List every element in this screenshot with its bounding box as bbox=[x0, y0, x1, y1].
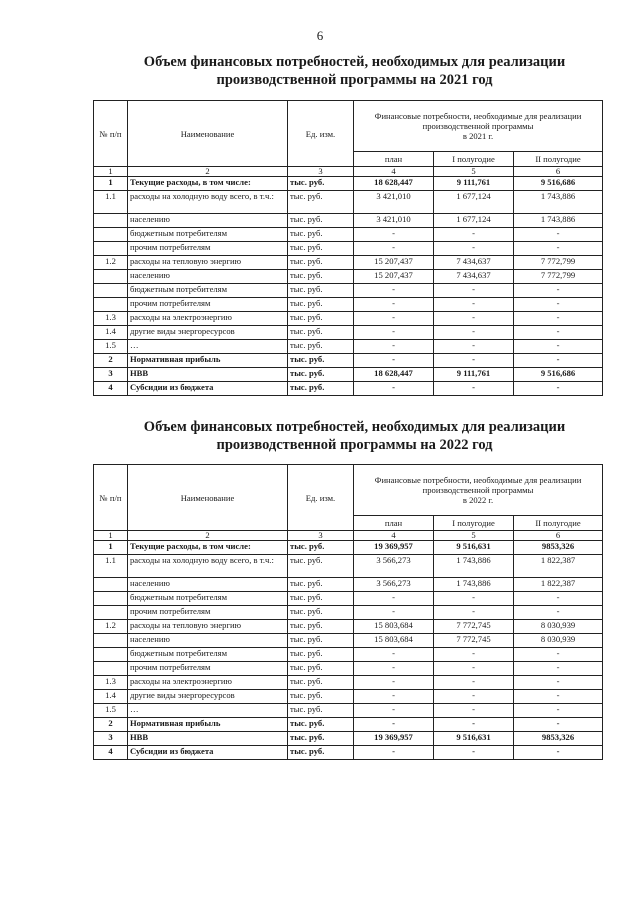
row-name-cell: бюджетным потребителям bbox=[128, 648, 288, 662]
header-h2: II полугодие bbox=[514, 152, 603, 167]
row-plan-cell: 3 566,273 bbox=[354, 578, 434, 592]
row-name-cell: НВВ bbox=[128, 368, 288, 382]
row-name-cell: населению bbox=[128, 270, 288, 284]
section-title bbox=[93, 53, 616, 89]
row-unit-cell: тыс. руб. bbox=[288, 298, 354, 312]
row-unit-cell: тыс. руб. bbox=[288, 746, 354, 760]
row-h2-cell: - bbox=[514, 382, 603, 396]
row-number-cell bbox=[94, 578, 128, 592]
table-body-2022 bbox=[94, 541, 603, 760]
header-num: № п/п bbox=[94, 465, 128, 531]
row-plan-cell: 15 803,684 bbox=[354, 620, 434, 634]
row-h2-cell: - bbox=[514, 298, 603, 312]
row-name-cell: … bbox=[128, 340, 288, 354]
row-h2-cell: 9 516,686 bbox=[514, 177, 603, 191]
row-number-cell: 1.4 bbox=[94, 326, 128, 340]
index-cell: 2 bbox=[128, 167, 288, 177]
row-name-cell: населению bbox=[128, 634, 288, 648]
row-unit-cell: тыс. руб. bbox=[288, 256, 354, 270]
row-unit-cell: тыс. руб. bbox=[288, 368, 354, 382]
row-name-cell: Субсидии из бюджета bbox=[128, 746, 288, 760]
row-name-cell: расходы на электроэнергию bbox=[128, 676, 288, 690]
header-name: Наименование bbox=[128, 465, 288, 531]
row-name-cell: расходы на тепловую энергию bbox=[128, 620, 288, 634]
row-h2-cell: 7 772,799 bbox=[514, 256, 603, 270]
row-h1-cell: 1 677,124 bbox=[434, 214, 514, 228]
header-name: Наименование bbox=[128, 101, 288, 167]
row-h1-cell: 7 772,745 bbox=[434, 620, 514, 634]
row-number-cell: 1.5 bbox=[94, 340, 128, 354]
index-cell: 5 bbox=[434, 531, 514, 541]
row-number-cell: 3 bbox=[94, 368, 128, 382]
row-number-cell bbox=[94, 270, 128, 284]
row-name-cell: другие виды энергоресурсов bbox=[128, 326, 288, 340]
row-unit-cell: тыс. руб. bbox=[288, 606, 354, 620]
row-name-cell: расходы на электроэнергию bbox=[128, 312, 288, 326]
row-plan-cell: - bbox=[354, 326, 434, 340]
row-h2-cell: 7 772,799 bbox=[514, 270, 603, 284]
row-number-cell: 2 bbox=[94, 354, 128, 368]
row-plan-cell: - bbox=[354, 592, 434, 606]
row-h2-cell: - bbox=[514, 284, 603, 298]
row-number-cell: 1.5 bbox=[94, 704, 128, 718]
table-row bbox=[94, 284, 603, 298]
row-unit-cell: тыс. руб. bbox=[288, 177, 354, 191]
table-row bbox=[94, 592, 603, 606]
table-row bbox=[94, 368, 603, 382]
row-unit-cell: тыс. руб. bbox=[288, 634, 354, 648]
row-name-cell: прочим потребителям bbox=[128, 606, 288, 620]
row-name-cell: прочим потребителям bbox=[128, 298, 288, 312]
row-h1-cell: 7 772,745 bbox=[434, 634, 514, 648]
row-plan-cell: 3 566,273 bbox=[354, 555, 434, 578]
row-unit-cell: тыс. руб. bbox=[288, 690, 354, 704]
table-row bbox=[94, 541, 603, 555]
row-h2-cell: - bbox=[514, 690, 603, 704]
title-line-1: Объем финансовых потребностей, необходимых для реализации bbox=[143, 419, 566, 435]
row-unit-cell: тыс. руб. bbox=[288, 326, 354, 340]
table-row bbox=[94, 270, 603, 284]
table-row bbox=[94, 382, 603, 396]
row-name-cell: Субсидии из бюджета bbox=[128, 382, 288, 396]
row-number-cell bbox=[94, 214, 128, 228]
index-cell: 5 bbox=[434, 167, 514, 177]
row-number-cell bbox=[94, 298, 128, 312]
row-unit-cell: тыс. руб. bbox=[288, 732, 354, 746]
row-unit-cell: тыс. руб. bbox=[288, 541, 354, 555]
row-h1-cell: 1 743,886 bbox=[434, 578, 514, 592]
table-row bbox=[94, 690, 603, 704]
row-unit-cell: тыс. руб. bbox=[288, 228, 354, 242]
section-2021 bbox=[93, 53, 602, 396]
table-row bbox=[94, 242, 603, 256]
row-name-cell: прочим потребителям bbox=[128, 242, 288, 256]
row-name-cell: бюджетным потребителям bbox=[128, 284, 288, 298]
table-row bbox=[94, 228, 603, 242]
table-row bbox=[94, 298, 603, 312]
row-plan-cell: 3 421,010 bbox=[354, 191, 434, 214]
table-row bbox=[94, 354, 603, 368]
row-h1-cell: - bbox=[434, 354, 514, 368]
row-h1-cell: 9 111,761 bbox=[434, 177, 514, 191]
table-row bbox=[94, 326, 603, 340]
row-plan-cell: - bbox=[354, 746, 434, 760]
row-unit-cell: тыс. руб. bbox=[288, 270, 354, 284]
row-number-cell bbox=[94, 648, 128, 662]
row-h1-cell: - bbox=[434, 648, 514, 662]
index-cell: 3 bbox=[288, 531, 354, 541]
table-row bbox=[94, 676, 603, 690]
table-row bbox=[94, 312, 603, 326]
row-plan-cell: - bbox=[354, 676, 434, 690]
row-h2-cell: - bbox=[514, 354, 603, 368]
row-h1-cell: - bbox=[434, 606, 514, 620]
row-unit-cell: тыс. руб. bbox=[288, 312, 354, 326]
row-name-cell: расходы на тепловую энергию bbox=[128, 256, 288, 270]
header-plan: план bbox=[354, 516, 434, 531]
row-h1-cell: 9 516,631 bbox=[434, 541, 514, 555]
row-unit-cell: тыс. руб. bbox=[288, 284, 354, 298]
index-cell: 6 bbox=[514, 531, 603, 541]
row-h2-cell: 8 030,939 bbox=[514, 634, 603, 648]
row-h2-cell: 9853,326 bbox=[514, 541, 603, 555]
row-plan-cell: - bbox=[354, 382, 434, 396]
row-name-cell: другие виды энергоресурсов bbox=[128, 690, 288, 704]
row-name-cell: Текущие расходы, в том числе: bbox=[128, 177, 288, 191]
row-plan-cell: - bbox=[354, 298, 434, 312]
row-unit-cell: тыс. руб. bbox=[288, 592, 354, 606]
row-number-cell: 1 bbox=[94, 541, 128, 555]
table-row bbox=[94, 648, 603, 662]
table-row bbox=[94, 634, 603, 648]
row-h2-cell: - bbox=[514, 746, 603, 760]
section-2022 bbox=[93, 418, 602, 760]
table-row bbox=[94, 191, 603, 214]
row-h1-cell: 9 516,631 bbox=[434, 732, 514, 746]
table-row bbox=[94, 177, 603, 191]
row-unit-cell: тыс. руб. bbox=[288, 555, 354, 578]
row-plan-cell: 19 369,957 bbox=[354, 541, 434, 555]
row-h1-cell: - bbox=[434, 312, 514, 326]
row-plan-cell: - bbox=[354, 662, 434, 676]
row-plan-cell: 15 803,684 bbox=[354, 634, 434, 648]
header-h1: I полугодие bbox=[434, 152, 514, 167]
index-cell: 4 bbox=[354, 531, 434, 541]
row-number-cell: 1.2 bbox=[94, 256, 128, 270]
table-row bbox=[94, 746, 603, 760]
row-h1-cell: 9 111,761 bbox=[434, 368, 514, 382]
group-line-3: в 2021 г. bbox=[462, 131, 494, 141]
row-h2-cell: 8 030,939 bbox=[514, 620, 603, 634]
row-plan-cell: - bbox=[354, 690, 434, 704]
row-h2-cell: - bbox=[514, 704, 603, 718]
row-name-cell: расходы на холодную воду всего, в т.ч.: bbox=[128, 555, 288, 578]
row-h1-cell: - bbox=[434, 284, 514, 298]
table-body-2021 bbox=[94, 177, 603, 396]
row-number-cell bbox=[94, 606, 128, 620]
row-name-cell: бюджетным потребителям bbox=[128, 228, 288, 242]
row-name-cell: Текущие расходы, в том числе: bbox=[128, 541, 288, 555]
row-number-cell: 1.4 bbox=[94, 690, 128, 704]
index-cell: 4 bbox=[354, 167, 434, 177]
row-h1-cell: - bbox=[434, 704, 514, 718]
row-number-cell bbox=[94, 242, 128, 256]
group-line-3: в 2022 г. bbox=[462, 495, 494, 505]
header-unit: Ед. изм. bbox=[288, 465, 354, 531]
row-number-cell bbox=[94, 592, 128, 606]
row-plan-cell: - bbox=[354, 312, 434, 326]
table-row bbox=[94, 662, 603, 676]
row-h1-cell: - bbox=[434, 676, 514, 690]
row-plan-cell: - bbox=[354, 284, 434, 298]
row-h2-cell: - bbox=[514, 592, 603, 606]
row-unit-cell: тыс. руб. bbox=[288, 382, 354, 396]
group-line-2: производственной программы bbox=[422, 485, 534, 495]
table-row bbox=[94, 606, 603, 620]
row-plan-cell: 19 369,957 bbox=[354, 732, 434, 746]
section-title bbox=[93, 418, 616, 454]
row-h1-cell: - bbox=[434, 718, 514, 732]
group-line-2: производственной программы bbox=[422, 121, 534, 131]
row-h2-cell: 1 822,387 bbox=[514, 578, 603, 592]
index-cell: 1 bbox=[94, 167, 128, 177]
row-name-cell: прочим потребителям bbox=[128, 662, 288, 676]
row-number-cell: 1.3 bbox=[94, 312, 128, 326]
row-h2-cell: - bbox=[514, 228, 603, 242]
row-plan-cell: 15 207,437 bbox=[354, 270, 434, 284]
row-number-cell: 1.1 bbox=[94, 191, 128, 214]
row-number-cell bbox=[94, 662, 128, 676]
row-plan-cell: - bbox=[354, 354, 434, 368]
row-h1-cell: - bbox=[434, 662, 514, 676]
table-row bbox=[94, 555, 603, 578]
header-unit: Ед. изм. bbox=[288, 101, 354, 167]
row-number-cell bbox=[94, 284, 128, 298]
table-row bbox=[94, 620, 603, 634]
row-h1-cell: 7 434,637 bbox=[434, 256, 514, 270]
row-unit-cell: тыс. руб. bbox=[288, 718, 354, 732]
row-h2-cell: - bbox=[514, 326, 603, 340]
row-h2-cell: - bbox=[514, 718, 603, 732]
title-line-2: производственной программы на 2021 год bbox=[216, 72, 493, 88]
index-cell: 3 bbox=[288, 167, 354, 177]
row-h1-cell: 1 677,124 bbox=[434, 191, 514, 214]
header-h1: I полугодие bbox=[434, 516, 514, 531]
title-line-2: производственной программы на 2022 год bbox=[216, 437, 493, 453]
row-number-cell: 1.2 bbox=[94, 620, 128, 634]
row-h2-cell: 9 516,686 bbox=[514, 368, 603, 382]
table-row bbox=[94, 214, 603, 228]
row-name-cell: бюджетным потребителям bbox=[128, 592, 288, 606]
row-h1-cell: - bbox=[434, 340, 514, 354]
row-name-cell: населению bbox=[128, 214, 288, 228]
row-unit-cell: тыс. руб. bbox=[288, 676, 354, 690]
group-line-1: Финансовые потребности, необходимые для реализации bbox=[374, 475, 582, 485]
index-cell: 2 bbox=[128, 531, 288, 541]
table-row bbox=[94, 340, 603, 354]
row-plan-cell: - bbox=[354, 718, 434, 732]
table-row bbox=[94, 578, 603, 592]
table-row bbox=[94, 256, 603, 270]
row-number-cell: 4 bbox=[94, 382, 128, 396]
row-unit-cell: тыс. руб. bbox=[288, 704, 354, 718]
row-plan-cell: 15 207,437 bbox=[354, 256, 434, 270]
row-plan-cell: - bbox=[354, 648, 434, 662]
header-group bbox=[354, 465, 603, 516]
row-h1-cell: - bbox=[434, 746, 514, 760]
row-unit-cell: тыс. руб. bbox=[288, 242, 354, 256]
row-h1-cell: - bbox=[434, 592, 514, 606]
row-unit-cell: тыс. руб. bbox=[288, 354, 354, 368]
row-h2-cell: 1 743,886 bbox=[514, 214, 603, 228]
header-h2: II полугодие bbox=[514, 516, 603, 531]
row-h2-cell: - bbox=[514, 648, 603, 662]
row-h2-cell: - bbox=[514, 606, 603, 620]
row-number-cell: 3 bbox=[94, 732, 128, 746]
index-cell: 1 bbox=[94, 531, 128, 541]
row-name-cell: Нормативная прибыль bbox=[128, 354, 288, 368]
row-name-cell: … bbox=[128, 704, 288, 718]
row-plan-cell: - bbox=[354, 340, 434, 354]
row-unit-cell: тыс. руб. bbox=[288, 662, 354, 676]
page-number: 6 bbox=[316, 28, 324, 43]
header-plan: план bbox=[354, 152, 434, 167]
row-h1-cell: 7 434,637 bbox=[434, 270, 514, 284]
row-unit-cell: тыс. руб. bbox=[288, 578, 354, 592]
table-row bbox=[94, 732, 603, 746]
row-h2-cell: 9853,326 bbox=[514, 732, 603, 746]
row-name-cell: НВВ bbox=[128, 732, 288, 746]
row-plan-cell: - bbox=[354, 606, 434, 620]
row-h1-cell: - bbox=[434, 326, 514, 340]
row-h2-cell: - bbox=[514, 242, 603, 256]
row-number-cell: 1 bbox=[94, 177, 128, 191]
row-number-cell: 4 bbox=[94, 746, 128, 760]
row-number-cell: 2 bbox=[94, 718, 128, 732]
row-name-cell: расходы на холодную воду всего, в т.ч.: bbox=[128, 191, 288, 214]
row-h2-cell: 1 743,886 bbox=[514, 191, 603, 214]
row-name-cell: Нормативная прибыль bbox=[128, 718, 288, 732]
row-plan-cell: 18 628,447 bbox=[354, 177, 434, 191]
row-plan-cell: - bbox=[354, 228, 434, 242]
row-h1-cell: - bbox=[434, 690, 514, 704]
row-plan-cell: - bbox=[354, 704, 434, 718]
header-group bbox=[354, 101, 603, 152]
row-name-cell: населению bbox=[128, 578, 288, 592]
row-unit-cell: тыс. руб. bbox=[288, 340, 354, 354]
row-h1-cell: - bbox=[434, 242, 514, 256]
finance-table-2022 bbox=[93, 464, 603, 760]
row-h2-cell: - bbox=[514, 676, 603, 690]
row-number-cell: 1.1 bbox=[94, 555, 128, 578]
row-number-cell: 1.3 bbox=[94, 676, 128, 690]
table-row bbox=[94, 718, 603, 732]
row-h2-cell: - bbox=[514, 312, 603, 326]
group-line-1: Финансовые потребности, необходимые для реализации bbox=[374, 111, 582, 121]
row-plan-cell: 18 628,447 bbox=[354, 368, 434, 382]
row-unit-cell: тыс. руб. bbox=[288, 191, 354, 214]
row-unit-cell: тыс. руб. bbox=[288, 648, 354, 662]
row-h2-cell: - bbox=[514, 662, 603, 676]
row-number-cell bbox=[94, 228, 128, 242]
row-plan-cell: 3 421,010 bbox=[354, 214, 434, 228]
row-h1-cell: - bbox=[434, 382, 514, 396]
row-h2-cell: 1 822,387 bbox=[514, 555, 603, 578]
finance-table-2021 bbox=[93, 100, 603, 396]
row-unit-cell: тыс. руб. bbox=[288, 620, 354, 634]
row-plan-cell: - bbox=[354, 242, 434, 256]
row-number-cell bbox=[94, 634, 128, 648]
row-unit-cell: тыс. руб. bbox=[288, 214, 354, 228]
title-line-1: Объем финансовых потребностей, необходимых для реализации bbox=[143, 54, 566, 70]
row-h1-cell: - bbox=[434, 228, 514, 242]
header-num: № п/п bbox=[94, 101, 128, 167]
row-h1-cell: 1 743,886 bbox=[434, 555, 514, 578]
row-h1-cell: - bbox=[434, 298, 514, 312]
row-h2-cell: - bbox=[514, 340, 603, 354]
index-cell: 6 bbox=[514, 167, 603, 177]
table-row bbox=[94, 704, 603, 718]
